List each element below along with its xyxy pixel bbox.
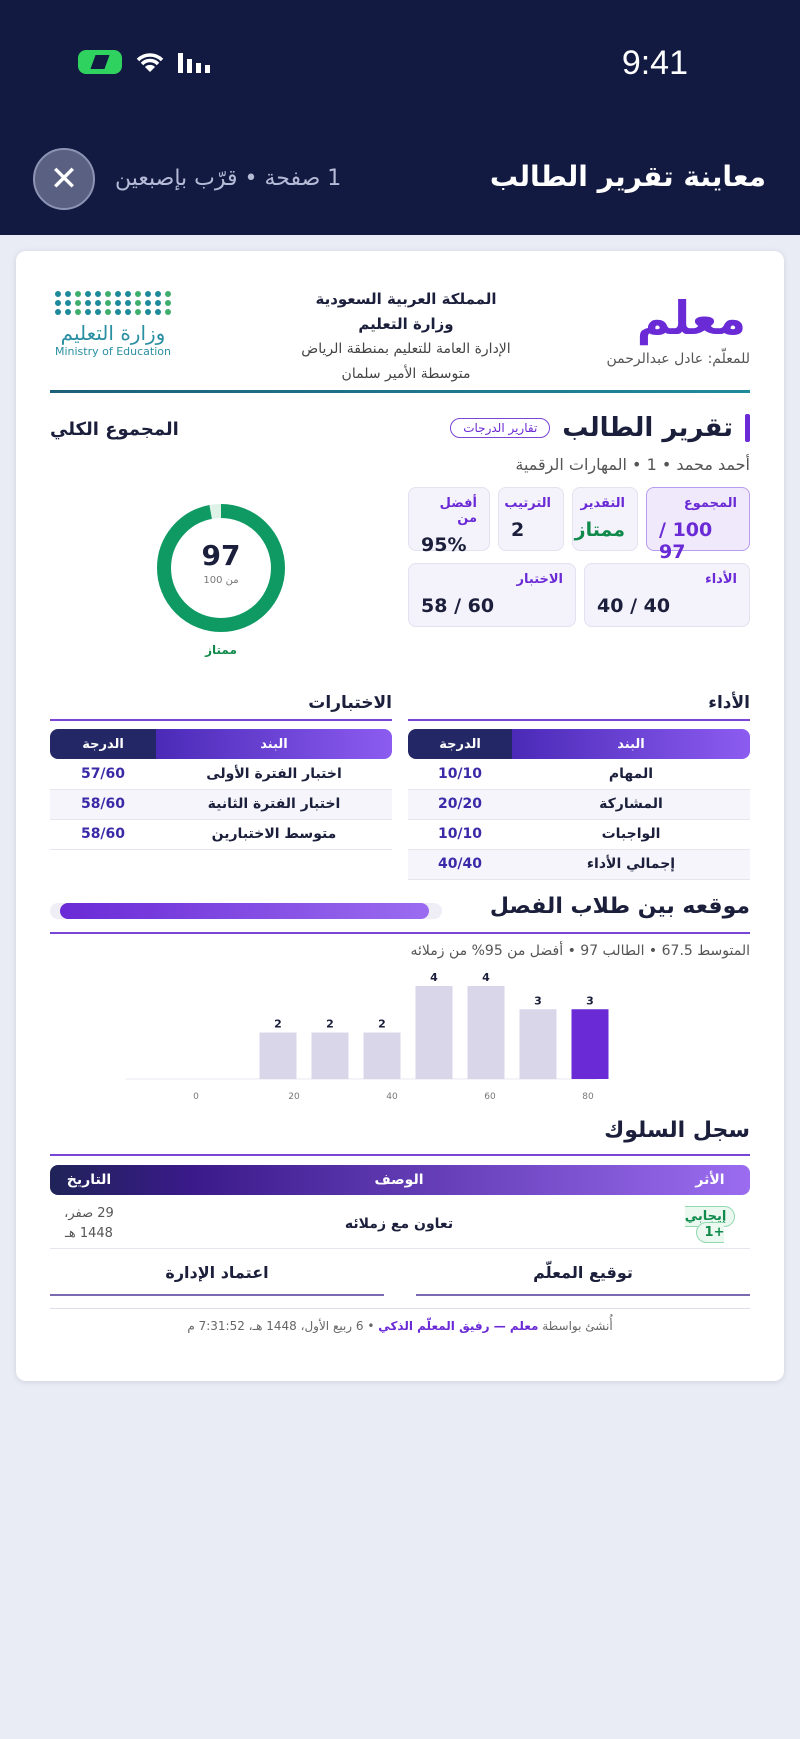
behavior-row [50, 1199, 750, 1249]
bar-value-label: 2 [378, 1017, 386, 1031]
signal-icon [178, 51, 216, 73]
row-item: متوسط الاختبارين [156, 819, 392, 849]
kingdom-name: المملكة العربية السعودية [315, 290, 497, 308]
stat-grade-label: التقدير [580, 496, 625, 511]
grades-report-pill: تقارير الدرجات [450, 418, 550, 438]
table-row [408, 849, 750, 879]
exams-title: الاختبارات [308, 693, 392, 713]
total-donut [156, 503, 286, 657]
table-row [408, 789, 750, 819]
stat-rank [498, 487, 564, 551]
rank-summary: المتوسط 67.5 • الطالب 97 • أفضل من 95% من زملائه [410, 943, 750, 959]
table-row [50, 789, 392, 819]
bar-value-label: 3 [534, 994, 542, 1008]
stat-total-value: 100 / 97 [659, 519, 713, 563]
row-item: اختبار الفترة الثانية [156, 789, 392, 819]
report-title: تقرير الطالب [562, 413, 733, 443]
table-row [408, 819, 750, 849]
stat-grade [572, 487, 638, 551]
footer-prefix: أُنشئ بواسطة [542, 1319, 613, 1333]
stat-exam-label: الاختبار [516, 572, 563, 587]
behavior-date [50, 1204, 128, 1244]
exams-col-item: البند [156, 729, 392, 759]
ministry-logo-ar: وزارة التعليم [60, 321, 166, 345]
admin-approval-line [50, 1294, 384, 1296]
behavior-col-desc: الوصف [374, 1172, 424, 1188]
donut-value: 97 [201, 539, 241, 572]
behavior-table-header [50, 1165, 750, 1195]
stat-rank-value: 2 [511, 519, 525, 541]
histogram-bar [364, 1033, 401, 1080]
histogram-bar [416, 986, 453, 1079]
bar-value-label: 4 [482, 971, 490, 984]
effect-badge: إيجابي +1 [685, 1206, 736, 1243]
behavior-title: سجل السلوك [604, 1118, 750, 1143]
behavior-date-year: 1448 هـ [65, 1225, 113, 1241]
class-rank-title: موقعه بين طلاب الفصل [489, 894, 750, 919]
histogram-bar [260, 1033, 297, 1080]
bar-value-label: 4 [430, 971, 438, 984]
report-page[interactable] [16, 251, 784, 1381]
ministry-logo-en: Ministry of Education [54, 345, 171, 358]
admin-approval-label: اعتماد الإدارة [165, 1263, 269, 1282]
stat-better-than [408, 487, 490, 556]
behavior-desc: تعاون مع زملائه [344, 1215, 454, 1232]
histogram-bar [520, 1009, 557, 1079]
footer-timestamp: • 6 ربيع الأول، 1448 هـ، 7:31:52 م [187, 1319, 375, 1333]
x-tick-label: 0 [193, 1092, 199, 1101]
stat-performance [584, 563, 750, 627]
header-divider [50, 390, 750, 393]
row-item: المشاركة [512, 789, 750, 819]
document-header [246, 287, 566, 387]
row-score: 10/10 [408, 819, 512, 849]
page-title: معاينة تقرير الطالب [489, 160, 766, 193]
exams-col-score: الدرجة [50, 729, 156, 759]
rank-divider [50, 932, 750, 934]
stat-exam-value: 60 / 58 [421, 595, 495, 617]
battery-icon [78, 50, 122, 74]
row-item: اختبار الفترة الأولى [156, 759, 392, 789]
performance-col-score: الدرجة [408, 729, 512, 759]
table-row [50, 819, 392, 849]
row-item: المهام [512, 759, 750, 789]
generated-footer [50, 1319, 750, 1333]
bar-value-label: 2 [326, 1017, 334, 1031]
brand-logo: معلم [636, 291, 746, 345]
teacher-signature-line [416, 1294, 750, 1296]
stat-total-label: المجموع [683, 496, 737, 511]
x-tick-label: 40 [386, 1092, 398, 1101]
stat-grade-value: ممتاز [574, 519, 625, 541]
row-score: 40/40 [408, 849, 512, 879]
ministry-logo [48, 291, 178, 358]
class-distribution-chart [126, 971, 666, 1101]
close-icon: ✕ [49, 159, 79, 199]
stat-exam [408, 563, 576, 627]
x-tick-label: 60 [484, 1092, 496, 1101]
x-tick-label: 20 [288, 1092, 300, 1101]
close-button[interactable] [33, 148, 95, 210]
x-tick-label: 80 [582, 1092, 594, 1101]
histogram-bar [312, 1033, 349, 1080]
footer-brand: معلم — رفيق المعلّم الذكي [378, 1319, 539, 1333]
teacher-signature-label: توقيع المعلّم [533, 1263, 633, 1282]
exams-table [50, 729, 392, 850]
stat-perf-label: الأداء [705, 572, 737, 587]
performance-title: الأداء [708, 693, 750, 713]
row-score: 57/60 [50, 759, 156, 789]
wifi-icon [134, 50, 166, 74]
rank-bar-fill [60, 903, 429, 919]
behavior-col-effect: الأثر [695, 1172, 725, 1188]
histogram-bar [468, 986, 505, 1079]
row-score: 10/10 [408, 759, 512, 789]
row-score: 20/20 [408, 789, 512, 819]
total-label: المجموع الكلي [50, 419, 179, 440]
performance-divider [408, 719, 750, 721]
stat-better-label: أفضل من [439, 496, 477, 526]
row-item: الواجبات [512, 819, 750, 849]
donut-of: من 100 [203, 575, 239, 586]
top-bar [0, 0, 800, 235]
stat-total [646, 487, 750, 563]
footer-divider [50, 1308, 750, 1309]
behavior-col-date: التاريخ [66, 1172, 112, 1188]
row-score: 58/60 [50, 819, 156, 849]
performance-col-item: البند [512, 729, 750, 759]
student-info: أحمد محمد • 1 • المهارات الرقمية [515, 455, 750, 474]
row-score: 58/60 [50, 789, 156, 819]
teacher-name: للمعلّم: عادل عبدالرحمن [606, 351, 750, 367]
table-row [50, 759, 392, 789]
school-name: متوسطة الأمير سلمان [341, 366, 471, 382]
bar-value-label: 2 [274, 1017, 282, 1031]
stat-rank-label: الترتيب [504, 496, 551, 511]
ministry-name: وزارة التعليم [358, 315, 454, 333]
stat-better-value: 95% [421, 534, 467, 556]
status-time: 9:41 [621, 44, 688, 82]
exams-divider [50, 719, 392, 721]
page-hint: 1 صفحة • قرّب بإصبعين [115, 166, 342, 191]
directorate-name: الإدارة العامة للتعليم بمنطقة الرياض [301, 341, 511, 357]
donut-grade: ممتاز [205, 643, 237, 657]
histogram-bar [572, 1009, 609, 1079]
bar-value-label: 3 [586, 994, 594, 1008]
table-row [408, 759, 750, 789]
performance-table [408, 729, 750, 880]
status-icons [78, 50, 216, 74]
behavior-date-day: 29 صفر، [64, 1205, 114, 1221]
report-title-row [450, 413, 750, 443]
stat-perf-value: 40 / 40 [597, 595, 671, 617]
behavior-divider [50, 1154, 750, 1156]
row-item: إجمالي الأداء [512, 849, 750, 879]
title-accent [745, 414, 750, 442]
